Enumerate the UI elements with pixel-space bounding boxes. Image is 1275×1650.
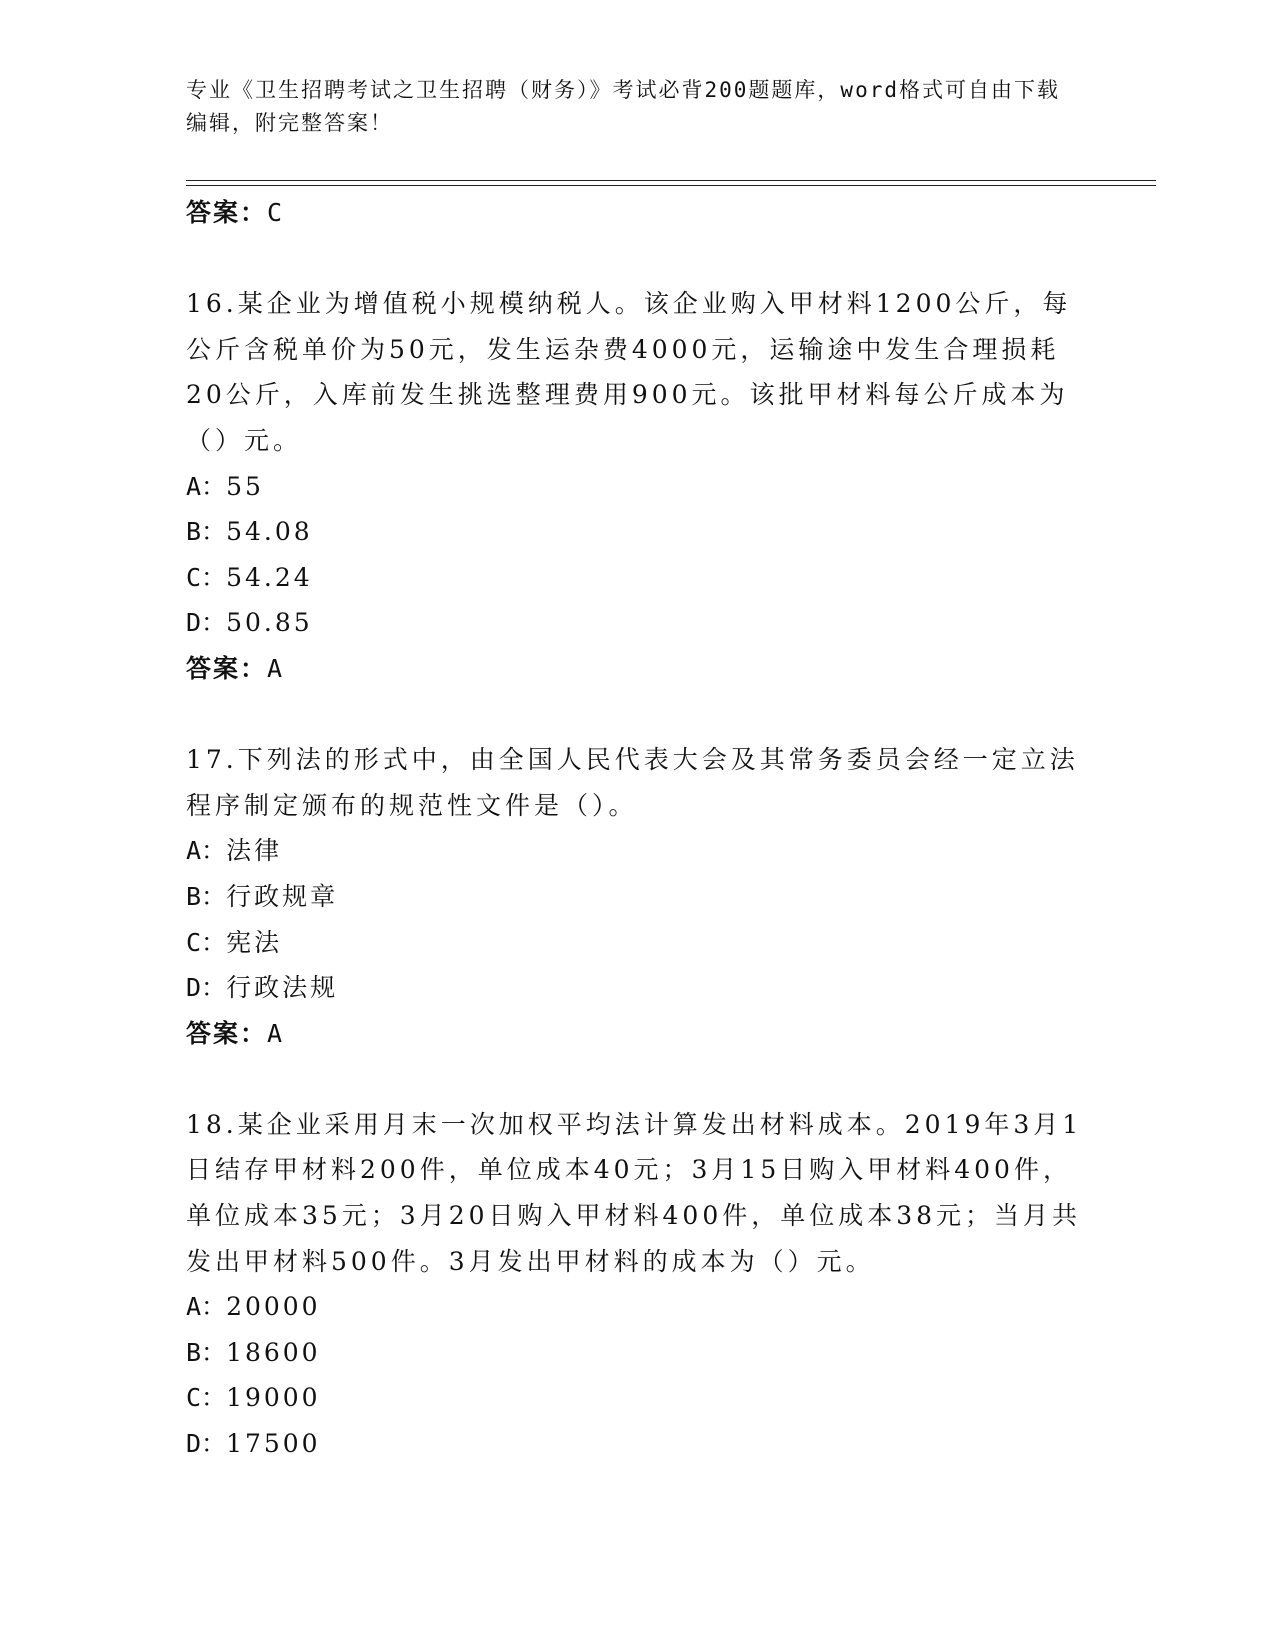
option-key: C： xyxy=(186,1383,227,1413)
option-key: A： xyxy=(186,471,227,501)
option-key: D： xyxy=(186,973,227,1003)
answer-label: 答案： xyxy=(186,1018,268,1048)
option-text: 法律 xyxy=(226,836,283,866)
option-key: A： xyxy=(186,1292,227,1322)
option-text: 行政法规 xyxy=(226,973,339,1003)
page-header xyxy=(186,74,1066,140)
option-c xyxy=(186,920,1086,966)
option-key: C： xyxy=(186,562,227,592)
document-title: 专业《卫生招聘考试之卫生招聘（财务）》考试必背200题题库，word格式可自由下载编辑，附完整答案！ xyxy=(186,78,1060,135)
option-text: 行政规章 xyxy=(226,881,339,911)
option-text: 54.08 xyxy=(226,517,313,547)
option-text: 55 xyxy=(226,471,264,501)
question-answer xyxy=(186,1011,1086,1057)
header-divider-bottom xyxy=(186,185,1156,186)
option-key: D： xyxy=(186,608,227,638)
option-key: B： xyxy=(186,517,227,547)
question-stem: 18.某企业采用月末一次加权平均法计算发出材料成本。2019年3月1日结存甲材料200件，单位成本40元；3月15日购入甲材料400件，单位成本35元；3月20日购入甲材料400件，单位成本38元；当月共发出甲材料500件。3月发出甲材料的成本为（）元。 xyxy=(186,1109,1083,1276)
option-text: 54.24 xyxy=(226,562,313,592)
option-text: 50.85 xyxy=(226,608,313,638)
option-d xyxy=(186,965,1086,1011)
option-text: 17500 xyxy=(226,1429,321,1459)
header-divider-top xyxy=(186,180,1156,181)
question-list xyxy=(186,190,1086,1467)
option-b xyxy=(186,874,1086,920)
option-text: 宪法 xyxy=(226,927,283,957)
option-d xyxy=(186,600,1086,646)
option-a xyxy=(186,464,1086,510)
answer-label: 答案： xyxy=(186,198,268,227)
option-text: 20000 xyxy=(226,1292,321,1322)
option-d xyxy=(186,1421,1086,1467)
option-key: B： xyxy=(186,881,227,911)
option-key: A： xyxy=(186,836,227,866)
option-key: D： xyxy=(186,1429,227,1459)
option-b xyxy=(186,509,1086,555)
option-key: B： xyxy=(186,1337,227,1367)
question-answer xyxy=(186,646,1086,692)
option-text: 19000 xyxy=(226,1383,321,1413)
question-18 xyxy=(186,1102,1086,1467)
answer-value: A xyxy=(267,653,285,683)
question-17 xyxy=(186,737,1086,1056)
option-a xyxy=(186,828,1086,874)
option-c xyxy=(186,555,1086,601)
question-stem: 16.某企业为增值税小规模纳税人。该企业购入甲材料1200公斤，每公斤含税单价为50元，发生运杂费4000元，运输途中发生合理损耗20公斤，入库前发生挑选整理费用900元。该批甲材料每公斤成本为（）元。 xyxy=(186,289,1072,455)
question-16 xyxy=(186,281,1086,691)
answer-label: 答案： xyxy=(186,653,268,683)
answer-value: C xyxy=(267,198,285,227)
option-a xyxy=(186,1284,1086,1330)
option-text: 18600 xyxy=(226,1337,321,1367)
answer-value: A xyxy=(267,1018,285,1048)
option-b xyxy=(186,1330,1086,1376)
question-stem: 17.下列法的形式中，由全国人民代表大会及其常务委员会经一定立法程序制定颁布的规范性文件是（）。 xyxy=(186,745,1079,820)
previous-answer xyxy=(186,190,1086,236)
option-key: C： xyxy=(186,927,227,957)
option-c xyxy=(186,1375,1086,1421)
